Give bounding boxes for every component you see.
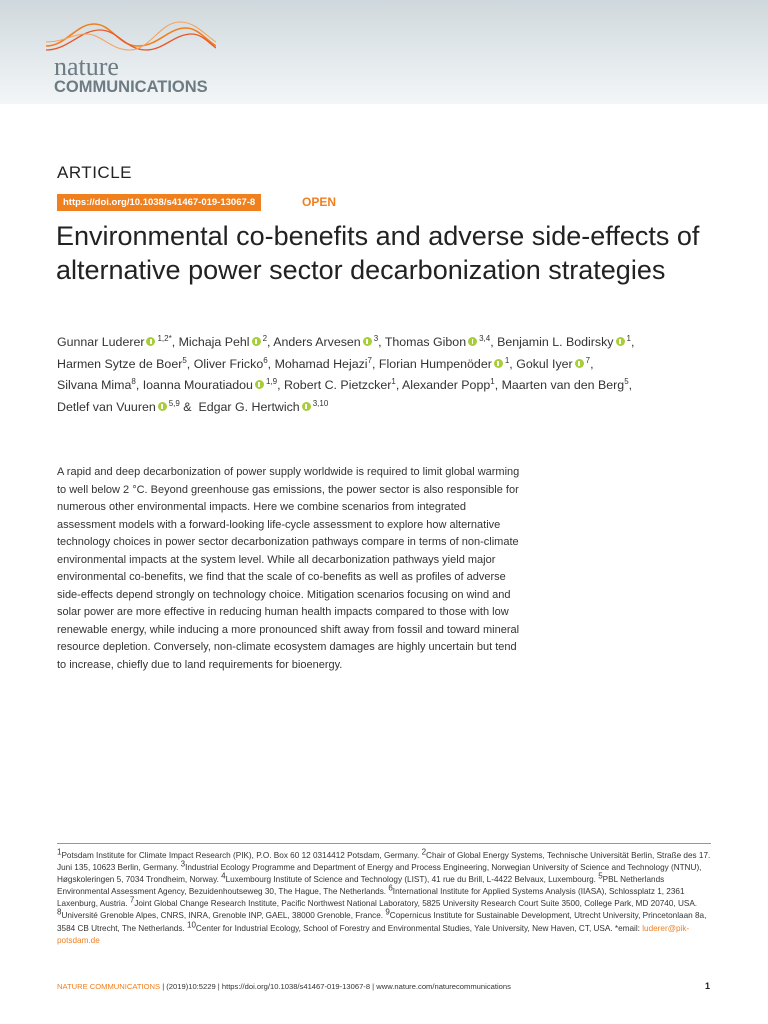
author-name[interactable]: Gunnar Luderer [57, 335, 145, 349]
author-separator: , [494, 378, 502, 392]
author-name[interactable]: Robert C. Pietzcker [283, 378, 392, 392]
affiliations-footnotes [57, 847, 713, 947]
article-type-label: ARTICLE [57, 163, 132, 182]
affiliation-ref: 1 [504, 355, 510, 365]
orcid-icon[interactable] [468, 337, 477, 346]
author-name[interactable]: Benjamin L. Bodirsky [497, 335, 614, 349]
open-access-badge: OPEN [302, 195, 337, 209]
footnote-number: 8 [57, 907, 62, 917]
author-separator: , [135, 378, 143, 392]
orcid-icon[interactable] [146, 337, 155, 346]
affiliation-ref: 5,9 [168, 398, 180, 408]
journal-header [0, 0, 768, 104]
corresponding-email-link[interactable]: luderer@pik-potsdam.de [57, 923, 690, 945]
footnote-number: 10 [187, 919, 196, 929]
author-separator: , [267, 335, 274, 349]
page-footer [57, 982, 511, 991]
affiliation-ref: 3,4 [479, 333, 491, 343]
page-number: 1 [705, 981, 711, 991]
footnote-number: 6 [388, 883, 393, 893]
author-name[interactable]: Michaja Pehl [178, 335, 250, 349]
footnote-number: 3 [180, 859, 186, 869]
footnote-number: 7 [129, 895, 135, 905]
affiliation-ref: 6 [263, 355, 268, 365]
orcid-icon[interactable] [252, 337, 261, 346]
orcid-icon[interactable] [575, 359, 584, 368]
author-ampersand: & [179, 399, 196, 414]
orcid-icon[interactable] [494, 359, 503, 368]
footnote-number: 2 [421, 847, 427, 857]
author-separator: , [186, 356, 194, 371]
abstract-text: A rapid and deep decarbonization of power supply worldwide is required to limit global warming to well below 2 °C. Beyond greenhouse gas emissions, the power sector is also responsible for numerous other environmental impacts. Here we combine scenarios from integrated assessment models with a forward-looking life-cycle assessment to explore how alternative technology choices in power sector decarbonization pathways compare in terms of non-climate environmental impacts at the system level. While all decarbonization pathways yield major environmental co-benefits, we find that the scale of co-benefits as well as profiles of adverse side-effects depend strongly on technology choice. Mitigation scenarios focusing on wind and solar power are more effective in reducing human health impacts compared to those with low renewable energy, while inducing a more pronounced shift away from fossil and toward mineral resource depletion. Conversely, non-climate ecosystem damages are highly uncertain but tend to increase, chiefly due to land requirements for bioenergy. [57, 466, 520, 671]
affiliation-text: Université Grenoble Alpes, CNRS, INRA, Grenoble INP, GAEL, 38000 Grenoble, France. [61, 911, 386, 921]
affiliation-ref: 5 [624, 376, 629, 386]
footnote-number: 1 [57, 847, 62, 857]
author-name[interactable]: Gokul Iyer [516, 356, 573, 371]
affiliation-text: Joint Global Change Research Institute, Pacific Northwest National Laboratory, 5825 University Research Court Suite 3500, College Park, MD 20740, USA. [134, 899, 698, 909]
affiliation-ref: 1 [391, 376, 396, 386]
author-separator: , [395, 378, 403, 392]
author-separator: , [267, 356, 275, 371]
author-name[interactable]: Ioanna Mouratiadou [142, 378, 253, 392]
affiliation-text: International Institute for Applied Systems Analysis (IIASA), Schlossplatz 1, 2361 Laxenburg, Austria. [57, 887, 685, 909]
affiliation-ref: 7 [585, 355, 591, 365]
affiliation-ref: 3 [373, 333, 379, 343]
email-label: *email: [614, 923, 643, 933]
author-name[interactable]: Alexander Popp [402, 378, 491, 392]
affiliation-text: Chair of Global Energy Systems, Technische Universität Berlin, Straße des 17. Juni 135, 10623 Berlin, Germany. [57, 851, 711, 873]
logo-communications-text: COMMUNICATIONS [54, 78, 208, 96]
author-name[interactable]: Silvana Mima [57, 378, 132, 392]
affiliation-ref: 1 [490, 376, 495, 386]
affiliation-ref: 1 [626, 333, 631, 343]
logo-nature-text: nature [54, 52, 119, 81]
author-separator: , [590, 356, 594, 371]
footnote-number: 9 [385, 907, 390, 917]
author-name[interactable]: Oliver Fricko [193, 356, 264, 371]
affiliation-ref: 8 [131, 376, 136, 386]
author-separator: , [490, 335, 498, 349]
footer-citation: | (2019)10:5229 | https://doi.org/10.1038/s41467-019-13067-8 | www.nature.com/naturecommunications [160, 982, 511, 991]
author-separator: , [628, 378, 633, 392]
affiliation-text: Potsdam Institute for Climate Impact Research (PIK), P.O. Box 60 12 0314412 Potsdam, Germany. [61, 851, 422, 860]
orcid-icon[interactable] [302, 402, 311, 411]
doi-link[interactable]: https://doi.org/10.1038/s41467-019-13067-8 [57, 194, 261, 211]
footnote-divider [57, 843, 711, 844]
author-separator: , [171, 335, 179, 349]
author-separator: , [509, 356, 517, 371]
affiliation-text: PBL Netherlands Environmental Assessment Agency, Bezuidenhoutseweg 30, The Hague, The Netherlands. [57, 875, 665, 897]
affiliation-ref: 1,9 [265, 376, 278, 386]
author-name[interactable]: Edgar G. Hertwich [198, 399, 300, 414]
author-name[interactable]: Maarten van den Berg [501, 378, 625, 392]
footnote-number: 4 [221, 871, 226, 881]
nature-communications-logo[interactable] [46, 20, 246, 100]
orcid-icon[interactable] [616, 337, 625, 346]
author-name[interactable]: Harmen Sytze de Boer [57, 356, 183, 371]
orcid-icon[interactable] [363, 337, 372, 346]
affiliation-text: Copernicus Institute for Sustainable Development, Utrecht University, Princetonlaan 8a, 3584 CB Utrecht, The Netherlands. [57, 911, 707, 933]
affiliation-text: Industrial Ecology Programme and Department of Energy and Process Engineering, Norwegian University of Science and Technology (NTNU), Høgskoleringen 5, 7034 Trondheim, Norway. [57, 863, 702, 885]
affiliation-ref: 7 [367, 355, 372, 365]
affiliation-ref: 3,10 [312, 398, 329, 408]
author-name[interactable]: Anders Arvesen [273, 335, 361, 349]
affiliation-text: Luxembourg Institute of Science and Technology (LIST), 41 rue du Brill, L-4422 Belvaux, Luxembourg. [225, 875, 599, 885]
author-name[interactable]: Detlef van Vuuren [57, 399, 156, 414]
author-name[interactable]: Mohamad Hejazi [274, 356, 368, 371]
author-list [57, 332, 717, 418]
affiliation-ref: 5 [182, 355, 187, 365]
author-name[interactable]: Florian Humpenöder [378, 356, 492, 371]
footnote-number: 5 [598, 871, 603, 881]
orcid-icon[interactable] [255, 380, 264, 389]
affiliation-ref: 2 [262, 333, 268, 343]
author-separator: , [277, 378, 284, 392]
author-name[interactable]: Thomas Gibon [384, 335, 467, 349]
article-title: Environmental co-benefits and adverse side-effects of alternative power sector decarbonization strategies [56, 221, 700, 285]
affiliation-ref: 1,2* [157, 333, 172, 343]
footer-journal-name: NATURE COMMUNICATIONS [57, 982, 161, 991]
affiliation-text: Center for Industrial Ecology, School of Forestry and Environmental Studies, Yale University, New Haven, CT, USA. [195, 923, 615, 933]
author-separator: , [372, 356, 379, 371]
author-separator: , [378, 335, 385, 349]
author-separator: , [630, 335, 635, 349]
orcid-icon[interactable] [158, 402, 167, 411]
